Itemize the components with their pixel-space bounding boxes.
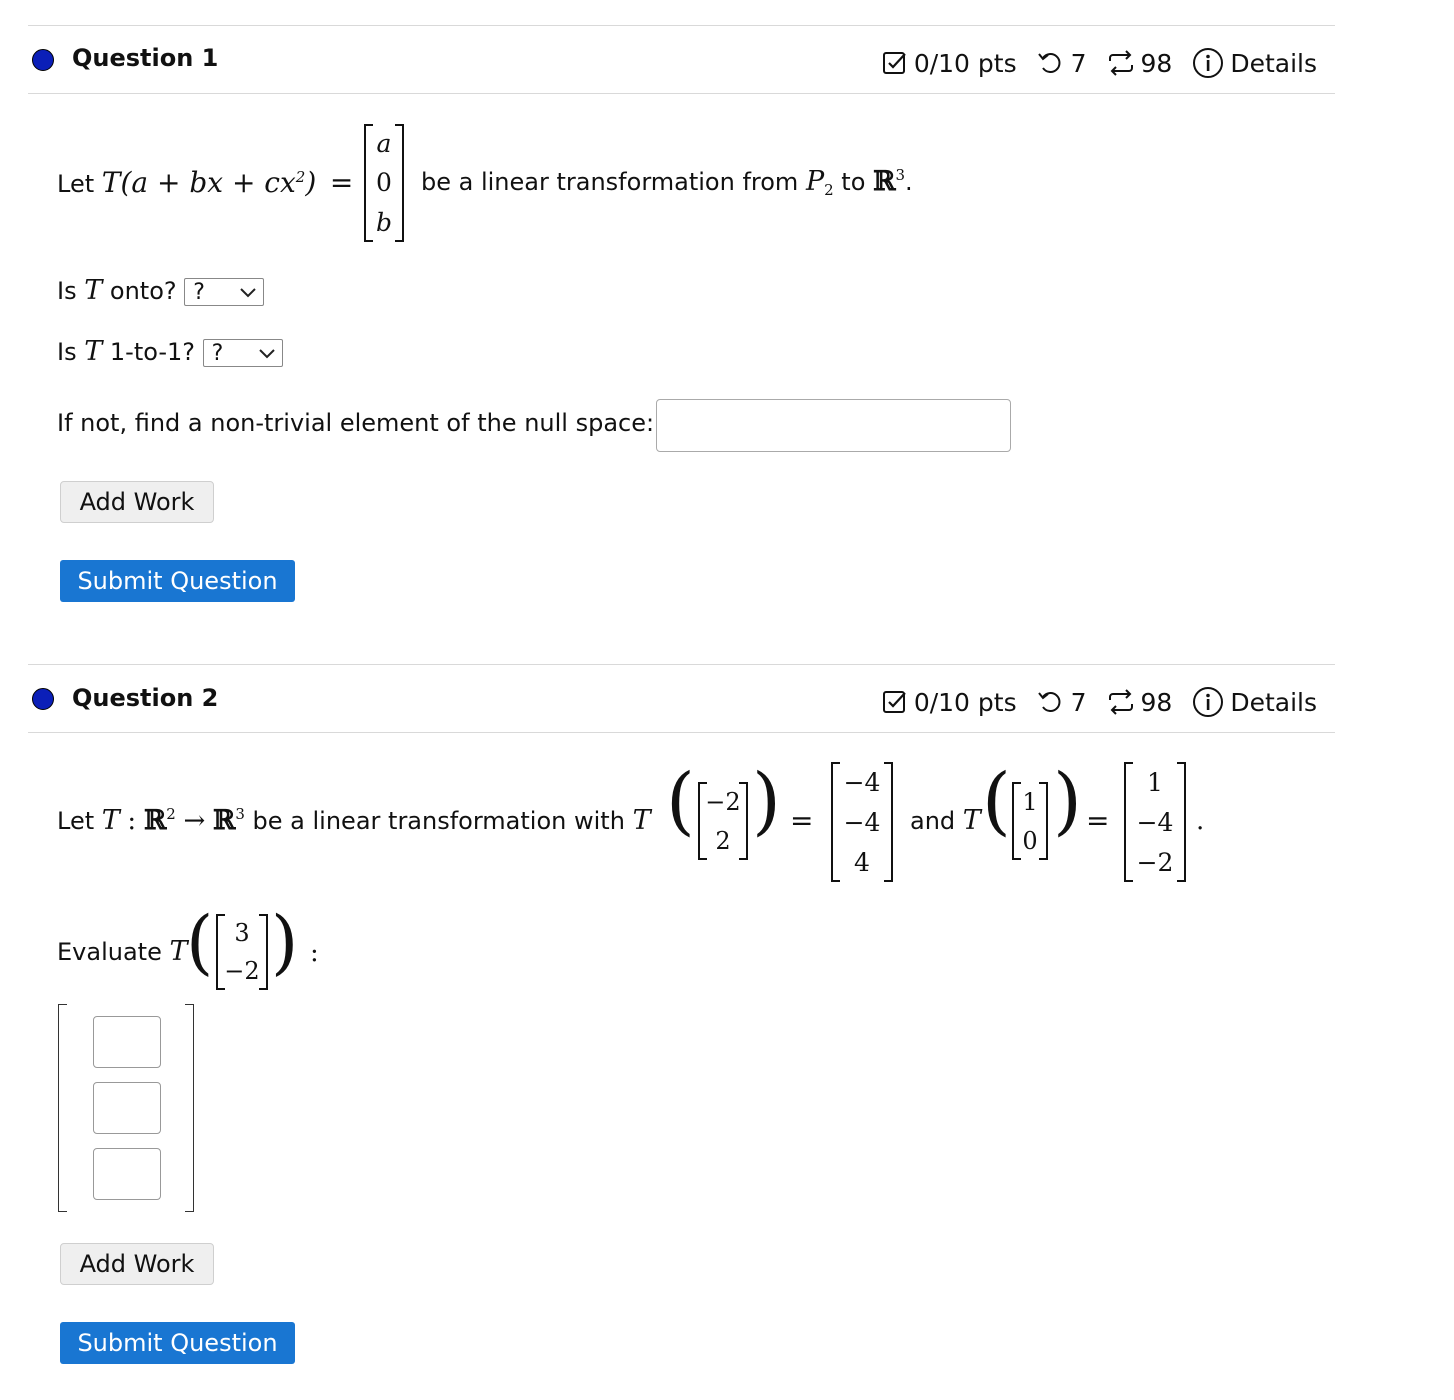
submit-question-button[interactable]: Submit Question: [60, 560, 295, 602]
retry-icon: [1037, 50, 1065, 76]
checkbox-icon: [882, 689, 908, 715]
q2-output-vector-1: −4 −4 4: [831, 762, 893, 882]
answer-input-1[interactable]: [93, 1016, 161, 1068]
attempts: 98: [1140, 687, 1173, 717]
details-link[interactable]: Details: [1230, 687, 1317, 717]
chevron-down-icon: [239, 282, 257, 311]
q1-output-vector: a 0 b: [364, 124, 404, 242]
info-icon[interactable]: [1192, 47, 1224, 79]
attempts: 98: [1140, 48, 1173, 78]
details-link[interactable]: Details: [1230, 48, 1317, 78]
null-space-label: If not, find a non-trivial element of the null space:: [57, 409, 655, 437]
answer-input-2[interactable]: [93, 1082, 161, 1134]
onto-select[interactable]: ?: [184, 278, 264, 306]
answer-matrix: [58, 1004, 194, 1212]
question-status-dot: [32, 688, 54, 710]
attempts-icon: [1107, 50, 1135, 76]
one-to-one-select[interactable]: ?: [203, 339, 283, 367]
question-meta: [882, 47, 1317, 79]
chevron-down-icon: [258, 343, 276, 372]
retries: 7: [1070, 687, 1087, 717]
retry-icon: [1037, 689, 1065, 715]
question-title: Question 2: [72, 684, 219, 712]
evaluate-input-vector: 3 −2: [216, 914, 268, 990]
checkbox-icon: [882, 50, 908, 76]
points: 0/10 pts: [913, 48, 1017, 78]
question-status-dot: [32, 49, 54, 71]
add-work-button[interactable]: Add Work: [60, 1243, 214, 1285]
answer-input-3[interactable]: [93, 1148, 161, 1200]
q2-output-vector-2: 1 −4 −2: [1124, 762, 1186, 882]
points: 0/10 pts: [913, 687, 1017, 717]
evaluate-label: Evaluate T: [57, 936, 188, 967]
question-2-header: [28, 666, 1335, 732]
retries: 7: [1070, 48, 1087, 78]
info-icon[interactable]: [1192, 686, 1224, 718]
question-title: Question 1: [72, 44, 219, 72]
q2-prompt: Let T : ℝ$^2$ → ℝ$^3$ be a linear transformation with T: [57, 805, 651, 836]
onto-row: Is T onto? ?: [57, 275, 264, 306]
question-1-header: [28, 27, 1335, 93]
q2-input-vector-2: 1 0: [1012, 782, 1048, 860]
q1-prompt: Let T(a + bx + $cx^2$) =: [57, 166, 354, 199]
q2-input-vector-1: −2 2: [698, 782, 748, 860]
question-meta: [882, 686, 1317, 718]
q1-prompt-rest: be a linear transformation from $P_2$ to ℝ$^3$.: [421, 166, 913, 199]
add-work-button[interactable]: Add Work: [60, 481, 214, 523]
submit-question-button[interactable]: Submit Question: [60, 1322, 295, 1364]
null-space-input[interactable]: [656, 399, 1011, 452]
attempts-icon: [1107, 689, 1135, 715]
one-to-one-row: Is T 1-to-1? ?: [57, 336, 283, 367]
q2-and: and T: [910, 805, 981, 836]
